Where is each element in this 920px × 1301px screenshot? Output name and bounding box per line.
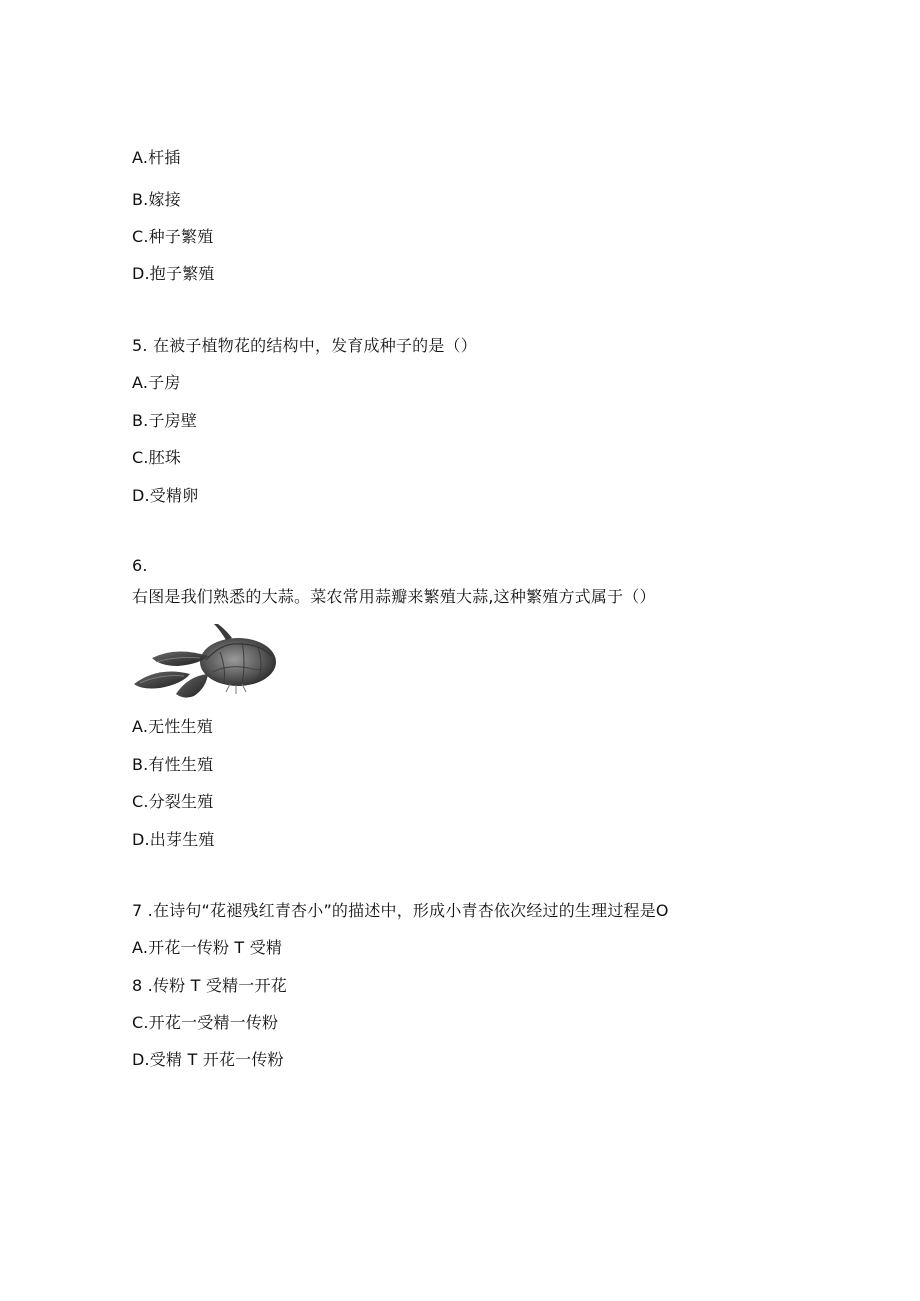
q5-stem: 5. 在被子植物花的结构中，发育成种子的是（） bbox=[132, 336, 477, 355]
q5-option-b: B.子房壁 bbox=[132, 411, 198, 430]
q5-option-a: A.子房 bbox=[132, 373, 181, 392]
q6-stem: 右图是我们熟悉的大蒜。菜农常用蒜瓣来繁殖大蒜,这种繁殖方式属于（） bbox=[132, 587, 656, 606]
q6-option-b: B.有性生殖 bbox=[132, 755, 214, 774]
q6-option-a: A.无性生殖 bbox=[132, 717, 213, 736]
q4-option-b: B.嫁接 bbox=[132, 190, 181, 209]
q4-option-a: A.杆插 bbox=[132, 148, 181, 167]
q5-option-c: C.胚珠 bbox=[132, 448, 182, 467]
q7-option-a: A.开花一传粉 T 受精 bbox=[132, 938, 283, 957]
q7-option-c: C.开花一受精一传粉 bbox=[132, 1013, 279, 1032]
q6-option-d: D.出芽生殖 bbox=[132, 830, 215, 849]
q7-option-d: D.受精 T 开花一传粉 bbox=[132, 1050, 284, 1069]
q4-option-c: C.种子繁殖 bbox=[132, 227, 214, 246]
q5-option-d: D.受精卵 bbox=[132, 486, 199, 505]
q6-option-c: C.分裂生殖 bbox=[132, 792, 214, 811]
q7-option-b: 8 .传粉 T 受精一开花 bbox=[132, 976, 287, 995]
garlic-image bbox=[130, 622, 280, 702]
q4-option-d: D.抱子繁殖 bbox=[132, 264, 215, 283]
q7-stem: 7 .在诗句“花褪残红青杏小”的描述中，形成小青杏依次经过的生理过程是O bbox=[132, 901, 669, 920]
q6-number: 6. bbox=[132, 556, 148, 575]
